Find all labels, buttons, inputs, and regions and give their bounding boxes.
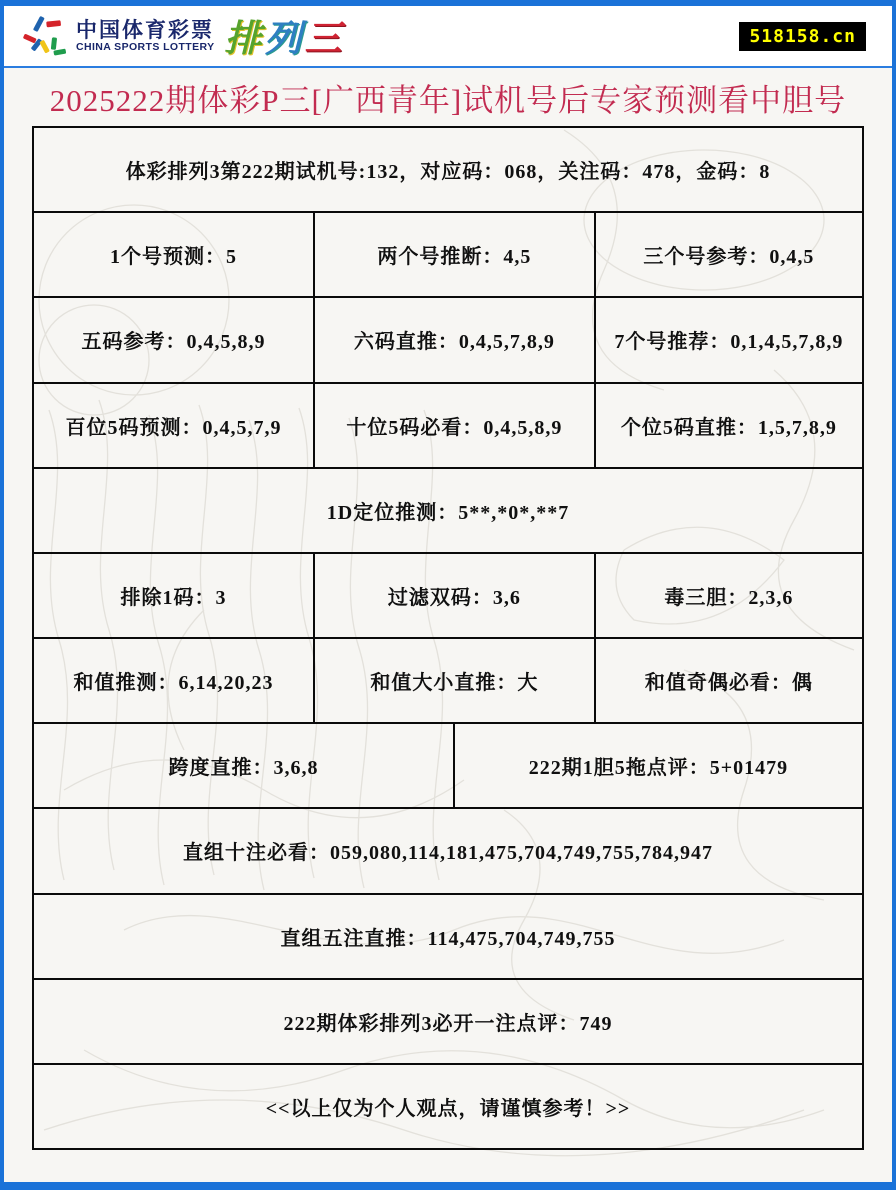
table-row	[34, 467, 862, 552]
table-row	[34, 722, 862, 807]
table-row	[34, 978, 862, 1063]
cell-sum-parity: 和值奇偶必看：偶	[594, 639, 862, 722]
cell-sum-forecast: 和值推测：6,14,20,23	[73, 672, 274, 695]
cell-test-machine-number: 体彩排列3第222期试机号:132，对应码：068，关注码：478，金码：8	[125, 161, 771, 184]
brand-name-cn: 中国体育彩票	[76, 18, 214, 43]
table-row	[34, 552, 862, 637]
cell-hundreds-5code: 百位5码预测：0,4,5,7,9	[65, 416, 282, 439]
cell-poison-three-dan: 毒三胆：2,3,6	[594, 554, 862, 637]
cell-direct-group-ten: 直组十注必看：059,080,114,181,475,704,749,755,784,947	[183, 842, 713, 865]
sports-lottery-icon	[22, 13, 68, 59]
table-row	[34, 128, 862, 211]
cell-three-number-reference: 三个号参考：0,4,5	[594, 213, 862, 296]
page-title: 2025222期体彩P三[广西青年]试机号后专家预测看中胆号	[49, 82, 847, 118]
cell-must-open-one-note: 222期体彩排列3必开一注点评：749	[283, 1012, 613, 1035]
table-row	[34, 1063, 862, 1148]
game-logo-char: 列	[264, 19, 305, 60]
cell-six-code-direct: 六码直推：0,4,5,7,8,9	[313, 298, 594, 381]
cell-1dan-5tuo-comment: 222期1胆5拖点评：5+01479	[453, 724, 862, 807]
cell-1d-position-forecast: 1D定位推测：5**,*0*,**7	[326, 501, 570, 524]
game-logo-char: 排	[224, 19, 265, 60]
game-logo-char: 三	[304, 19, 345, 60]
brand-text	[76, 19, 214, 52]
table-row	[34, 893, 862, 978]
brand-name-en: CHINA SPORTS LOTTERY	[76, 40, 215, 53]
header	[4, 6, 892, 68]
prediction-table	[32, 126, 864, 1150]
cell-seven-number-recommend: 7个号推荐：0,1,4,5,7,8,9	[594, 298, 862, 381]
cell-two-number-inference: 两个号推断：4,5	[313, 213, 594, 296]
table-row	[34, 637, 862, 722]
table-row	[34, 382, 862, 467]
table-row	[34, 211, 862, 296]
cell-direct-group-five: 直组五注直推：114,475,704,749,755	[280, 927, 616, 950]
brand-logo	[22, 9, 344, 63]
table-row	[34, 807, 862, 892]
game-logo-pailie3	[224, 8, 344, 62]
cell-one-number-forecast: 1个号预测：5	[110, 246, 238, 269]
cell-sum-size: 和值大小直推：大	[313, 639, 594, 722]
site-badge: 518158.cn	[739, 22, 866, 51]
cell-filter-double-code: 过滤双码：3,6	[313, 554, 594, 637]
cell-disclaimer: <<以上仅为个人观点，请谨慎参考！>>	[265, 1097, 631, 1120]
title-bar	[4, 68, 892, 126]
cell-tens-5code: 十位5码必看：0,4,5,8,9	[313, 384, 594, 467]
cell-span-direct: 跨度直推：3,6,8	[168, 757, 319, 780]
table-row	[34, 296, 862, 381]
cell-exclude-one-code: 排除1码：3	[120, 586, 227, 609]
cell-five-code-reference: 五码参考：0,4,5,8,9	[81, 331, 266, 354]
cell-units-5code: 个位5码直推：1,5,7,8,9	[594, 384, 862, 467]
